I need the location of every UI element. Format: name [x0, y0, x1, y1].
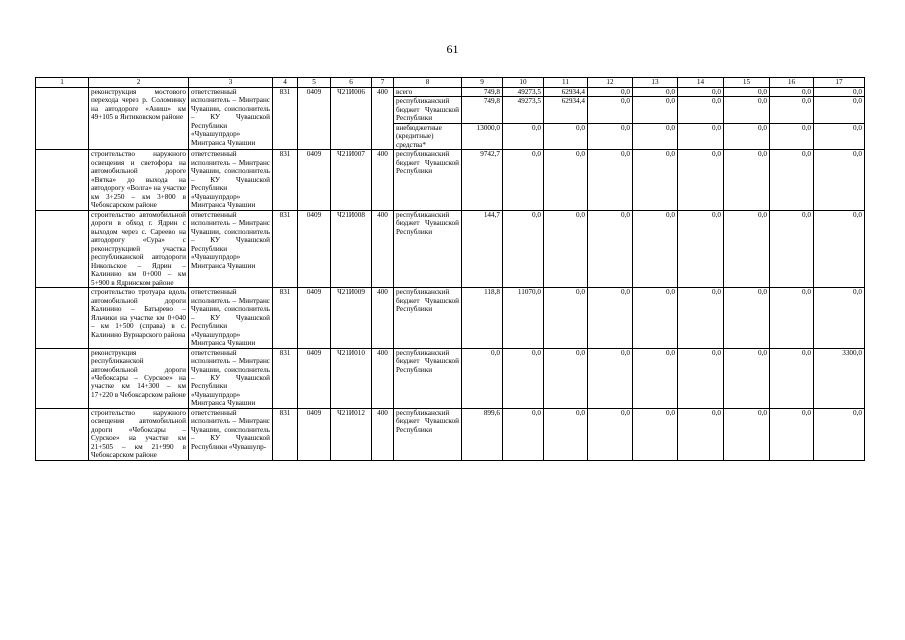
- header-col-9: 9: [462, 78, 503, 88]
- table-row: [36, 348, 865, 408]
- amount-cell: 0,0: [770, 210, 814, 287]
- header-col-2: 2: [89, 78, 189, 88]
- header-col-6: 6: [331, 78, 372, 88]
- amount-cell: 0,0: [588, 97, 633, 123]
- amount-cell: 0,0: [814, 150, 865, 210]
- amount-cell: 0,0: [544, 288, 588, 348]
- amount-cell: 0,0: [678, 97, 724, 123]
- code-grbs: 831: [273, 288, 298, 348]
- funding-source: республиканский бюджет Чувашской Республики: [394, 408, 462, 460]
- amount-cell: 0,0: [724, 88, 770, 97]
- amount-cell: 0,0: [503, 123, 544, 149]
- header-col-17: 17: [814, 78, 865, 88]
- col1-cell: [36, 210, 89, 287]
- amount-cell: 0,0: [724, 150, 770, 210]
- header-col-15: 15: [724, 78, 770, 88]
- amount-cell: 0,0: [814, 288, 865, 348]
- header-col-12: 12: [588, 78, 633, 88]
- measure-name: реконструкция республиканской автомобильной дороги «Чебоксары – Сурское» на участке км 14+300 – км 17+220 в Чебоксарском районе: [89, 348, 189, 408]
- col1-cell: [36, 88, 89, 150]
- code-section: 0409: [298, 88, 331, 150]
- header-col-14: 14: [678, 78, 724, 88]
- code-grbs: 831: [273, 150, 298, 210]
- header-col-16: 16: [770, 78, 814, 88]
- amount-cell: 0,0: [633, 288, 678, 348]
- measure-name: строительство наружного освещения автомобильной дороги «Чебоксары – Сурское» на участке км 21+505 – км 21+990 в Чебоксарском районе: [89, 408, 189, 460]
- amount-cell: 0,0: [588, 408, 633, 460]
- amount-cell: 0,0: [633, 348, 678, 408]
- executor: ответственный исполнитель – Минтранс Чувашии, соисполнитель – КУ Чувашской Республики «Чувашупрдор» Минтранса Чувашии: [189, 88, 273, 150]
- amount-cell: 0,0: [770, 348, 814, 408]
- code-target: Ч21И012: [331, 408, 372, 460]
- funding-source: внебюджетные (кредитные) средства*: [394, 123, 462, 149]
- amount-cell: 0,0: [770, 123, 814, 149]
- amount-cell: 0,0: [503, 408, 544, 460]
- funding-source: республиканский бюджет Чувашской Республики: [394, 97, 462, 123]
- code-grbs: 831: [273, 408, 298, 460]
- amount-cell: 0,0: [724, 210, 770, 287]
- executor: ответственный исполнитель – Минтранс Чувашии, соисполнитель – КУ Чувашской Республики «Чувашупр-: [189, 408, 273, 460]
- amount-cell: 11070,0: [503, 288, 544, 348]
- budget-table: [35, 77, 865, 461]
- code-target: Ч21И008: [331, 210, 372, 287]
- measure-name: строительство наружного освещения и светофора на автомобильной дороге «Вятка» до выхода на автодорогу «Волга» на участке км 3+250 – км 3+800 в Чебоксарском районе: [89, 150, 189, 210]
- header-col-7: 7: [372, 78, 394, 88]
- code-section: 0409: [298, 210, 331, 287]
- amount-cell: 0,0: [678, 123, 724, 149]
- col1-cell: [36, 150, 89, 210]
- code-expense: 400: [372, 288, 394, 348]
- amount-cell: 0,0: [678, 150, 724, 210]
- header-col-8: 8: [394, 78, 462, 88]
- amount-cell: 0,0: [770, 408, 814, 460]
- measure-name: реконструкция мостового перехода через р. Соломинку на автодороге «Аниш» км 49+105 в Янтиковском районе: [89, 88, 189, 150]
- amount-cell: 144,7: [462, 210, 503, 287]
- amount-cell: 0,0: [814, 408, 865, 460]
- amount-cell: 0,0: [588, 150, 633, 210]
- col1-cell: [36, 408, 89, 460]
- amount-cell: 0,0: [678, 88, 724, 97]
- col1-cell: [36, 288, 89, 348]
- amount-cell: 0,0: [724, 348, 770, 408]
- amount-cell: 749,8: [462, 88, 503, 97]
- amount-cell: 0,0: [770, 88, 814, 97]
- amount-cell: 0,0: [814, 88, 865, 97]
- amount-cell: 9742,7: [462, 150, 503, 210]
- amount-cell: 13000,0: [462, 123, 503, 149]
- amount-cell: 0,0: [678, 288, 724, 348]
- code-target: Ч21И006: [331, 88, 372, 150]
- amount-cell: 0,0: [544, 123, 588, 149]
- code-expense: 400: [372, 210, 394, 287]
- header-col-5: 5: [298, 78, 331, 88]
- amount-cell: 62934,4: [544, 88, 588, 97]
- amount-cell: 0,0: [633, 408, 678, 460]
- amount-cell: 0,0: [588, 348, 633, 408]
- measure-name: строительство автомобильной дороги в обход г. Ядрин с выходом через с. Сареево на автодорогу «Сура» с реконструкцией участка республиканской автодороги Никольское – Ядрин – Калинино км 0+000 – км 5+900 в Ядринском районе: [89, 210, 189, 287]
- amount-cell: 49273,5: [503, 97, 544, 123]
- amount-cell: 0,0: [633, 210, 678, 287]
- amount-cell: 0,0: [544, 210, 588, 287]
- amount-cell: 0,0: [544, 408, 588, 460]
- executor: ответственный исполнитель – Минтранс Чувашии, соисполнитель – КУ Чувашской Республики «Чувашупрдор» Минтранса Чувашии: [189, 150, 273, 210]
- header-col-10: 10: [503, 78, 544, 88]
- amount-cell: 749,8: [462, 97, 503, 123]
- code-section: 0409: [298, 288, 331, 348]
- amount-cell: 0,0: [544, 348, 588, 408]
- amount-cell: 0,0: [678, 408, 724, 460]
- table-row: [36, 210, 865, 287]
- code-grbs: 831: [273, 88, 298, 150]
- table-row: [36, 288, 865, 348]
- code-grbs: 831: [273, 348, 298, 408]
- code-expense: 400: [372, 408, 394, 460]
- amount-cell: 0,0: [462, 348, 503, 408]
- amount-cell: 0,0: [770, 97, 814, 123]
- code-target: Ч21И007: [331, 150, 372, 210]
- amount-cell: 0,0: [814, 123, 865, 149]
- code-expense: 400: [372, 150, 394, 210]
- amount-cell: 0,0: [503, 150, 544, 210]
- table-row: [36, 150, 865, 210]
- amount-cell: 62934,4: [544, 97, 588, 123]
- amount-cell: 0,0: [588, 288, 633, 348]
- amount-cell: 0,0: [588, 210, 633, 287]
- amount-cell: 0,0: [814, 97, 865, 123]
- code-section: 0409: [298, 408, 331, 460]
- header-row: [36, 78, 865, 88]
- amount-cell: 118,8: [462, 288, 503, 348]
- amount-cell: 0,0: [770, 150, 814, 210]
- code-target: Ч21И009: [331, 288, 372, 348]
- amount-cell: 0,0: [770, 288, 814, 348]
- measure-name: строительство тротуара вдоль автомобильной дороги Калинино – Батырево – Яльчики на участке км 0+040 – км 1+500 (справа) в с. Калинино Вурнарского района: [89, 288, 189, 348]
- amount-cell: 0,0: [724, 288, 770, 348]
- funding-source: республиканский бюджет Чувашской Республики: [394, 288, 462, 348]
- header-col-1: 1: [36, 78, 89, 88]
- code-expense: 400: [372, 348, 394, 408]
- code-section: 0409: [298, 348, 331, 408]
- funding-source: всего: [394, 88, 462, 97]
- table-row: [36, 88, 865, 97]
- executor: ответственный исполнитель – Минтранс Чувашии, соисполнитель – КУ Чувашской Республики «Чувашупрдор» Минтранса Чувашии: [189, 288, 273, 348]
- amount-cell: 0,0: [544, 150, 588, 210]
- amount-cell: 0,0: [503, 210, 544, 287]
- amount-cell: 0,0: [588, 88, 633, 97]
- amount-cell: 0,0: [724, 408, 770, 460]
- funding-source: республиканский бюджет Чувашской Республики: [394, 210, 462, 287]
- code-section: 0409: [298, 150, 331, 210]
- funding-source: республиканский бюджет Чувашской Республики: [394, 150, 462, 210]
- table-row: [36, 408, 865, 460]
- amount-cell: 3300,0: [814, 348, 865, 408]
- amount-cell: 0,0: [588, 123, 633, 149]
- amount-cell: 0,0: [503, 348, 544, 408]
- amount-cell: 0,0: [724, 123, 770, 149]
- page-number: 61: [446, 42, 459, 56]
- code-grbs: 831: [273, 210, 298, 287]
- header-col-4: 4: [273, 78, 298, 88]
- amount-cell: 0,0: [678, 348, 724, 408]
- executor: ответственный исполнитель – Минтранс Чувашии, соисполнитель – КУ Чувашской Республики «Чувашупрдор» Минтранса Чувашии: [189, 348, 273, 408]
- amount-cell: 0,0: [633, 97, 678, 123]
- code-target: Ч21И010: [331, 348, 372, 408]
- amount-cell: 0,0: [814, 210, 865, 287]
- amount-cell: 0,0: [633, 150, 678, 210]
- amount-cell: 49273,5: [503, 88, 544, 97]
- amount-cell: 0,0: [678, 210, 724, 287]
- code-expense: 400: [372, 88, 394, 150]
- executor: ответственный исполнитель – Минтранс Чувашии, соисполнитель – КУ Чувашской Республики «Чувашупрдор» Минтранса Чувашии: [189, 210, 273, 287]
- amount-cell: 0,0: [633, 123, 678, 149]
- amount-cell: 0,0: [724, 97, 770, 123]
- header-col-3: 3: [189, 78, 273, 88]
- col1-cell: [36, 348, 89, 408]
- header-col-11: 11: [544, 78, 588, 88]
- amount-cell: 899,6: [462, 408, 503, 460]
- amount-cell: 0,0: [633, 88, 678, 97]
- header-col-13: 13: [633, 78, 678, 88]
- funding-source: республиканский бюджет Чувашской Республики: [394, 348, 462, 408]
